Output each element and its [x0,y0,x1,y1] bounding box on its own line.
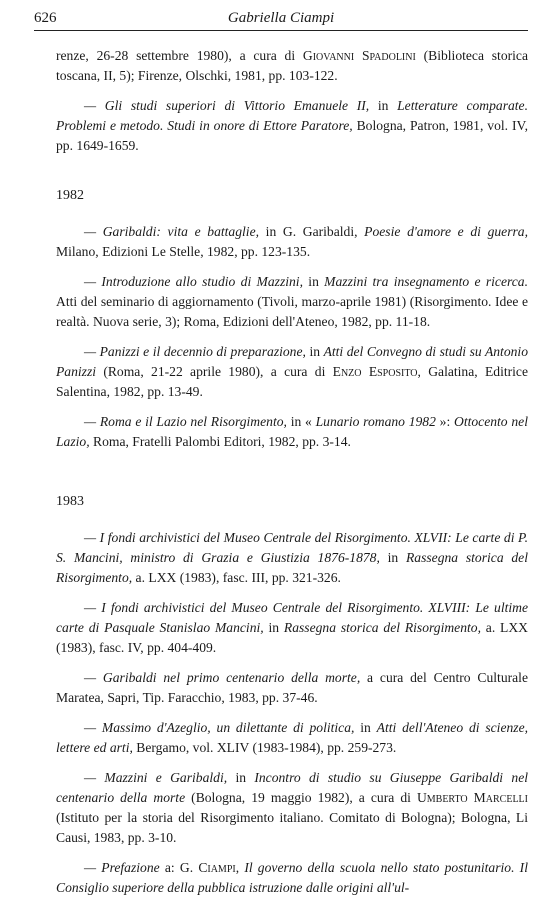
publication-title: Incontro di studio su Giuseppe Garibaldi nel centenario della morte [56,770,529,805]
entry-paragraph: — Garibaldi: vita e battaglie, in G. Garibaldi, Poesie d'amore e di guerra, Milano, Edizioni Le Stelle, 1982, pp. 123-135. [56,224,528,259]
entry-title: — Garibaldi nel primo centenario della morte, [84,670,361,685]
entry-paragraph: — I fondi archivistici del Museo Centrale del Risorgimento. XLVII: Le carte di P. S. Mancini, ministro di Grazia e Giustizia 1876-1878, in Rassegna storica del Risorgimento, a. LXX (1983), fasc. III, pp. 321-326. [56,530,528,585]
entry-paragraph: — Massimo d'Azeglio, un dilettante di politica, in Atti dell'Ateneo di scienze, lettere ed arti, Bergamo, vol. XLIV (1983-1984), pp. 259-273. [56,720,528,755]
editor-name: Umberto Marcelli [416,790,528,805]
entry-title: — Gli studi superiori di Vittorio Emanuele II, [84,98,370,113]
entry-paragraph: — I fondi archivistici del Museo Centrale del Risorgimento. XLVIII: Le ultime carte di Pasquale Stanislao Mancini, in Rassegna storica del Risorgimento, a. LXX (1983), fasc. IV, pp. 404-409. [56,600,528,655]
entry-title: — Prefazione [84,860,160,875]
entry-paragraph: — Garibaldi nel primo centenario della morte, a cura del Centro Culturale Maratea, Sapri, Tip. Faracchio, 1983, pp. 37-46. [56,670,528,705]
entry-title: — Massimo d'Azeglio, un dilettante di politica, [84,720,355,735]
entry-title: — Mazzini e Garibaldi, [84,770,228,785]
entry-paragraph: — Introduzione allo studio di Mazzini, in Mazzini tra insegnamento e ricerca. Atti del seminario di aggiornamento (Tivoli, marzo-aprile 1981) (Risorgimento. Idee e realtà. Nuova serie, 3); Roma, Edizioni dell'Ateneo, 1982, pp. 11-18. [56,274,528,329]
entry-title: — I fondi archivistici del Museo Centrale del Risorgimento. XLVIII: Le ultime carte di Pasquale Stanislao Mancini, [56,600,528,635]
publication-title: Il governo della scuola nello stato postunitario. Il Consiglio superiore della pubblica istruzione dalle origini all'ul- [56,860,528,895]
year-heading: 1982 [56,188,84,203]
year-heading: 1983 [56,494,84,509]
publication-title: Atti dell'Ateneo di scienze, lettere ed arti, [56,720,528,755]
running-header [34,8,528,31]
publication-title: Letterature comparate. Problemi e metodo. Studi in onore di Ettore Paratore, [56,98,528,133]
entry-title: — Introduzione allo studio di Mazzini, [84,274,303,289]
publication-title: Mazzini tra insegnamento e ricerca. [324,274,528,289]
entry-title: — Garibaldi: vita e battaglie, [84,224,260,239]
running-title: Gabriella Ciampi [227,10,335,26]
author-name: Ciampi [198,860,236,875]
publication-title: Rassegna storica del Risorgimento, [283,620,481,635]
editor-name: Enzo Esposito [332,364,418,379]
entry-paragraph: — Panizzi e il decennio di preparazione, in Atti del Convegno di studi su Antonio Panizzi (Roma, 21-22 aprile 1980), a cura di Enzo Esposito, Galatina, Editrice Salentina, 1982, pp. 13-49. [56,344,529,399]
bibliography-body [56,46,528,908]
publication-title: Atti del Convegno di studi su Antonio Panizzi [56,344,529,379]
entry-paragraph: — Prefazione a: G. Ciampi, Il governo della scuola nello stato postunitario. Il Consiglio superiore della pubblica istruzione dalle origini all'ul- [56,860,528,895]
publication-title: Poesie d'amore e di guerra, [364,224,528,239]
page-number: 626 [34,10,57,26]
entry-title: — I fondi archivistici del Museo Centrale del Risorgimento. XLVII: Le carte di P. S. Mancini, ministro di Grazia e Giustizia 1876-1878, [56,530,528,565]
publication-title: Ottocento nel Lazio, [56,414,528,449]
publication-title: Lunario romano 1982 [315,414,436,429]
editor-name: Giovanni Spadolini [302,48,416,63]
entry-title: — Roma e il Lazio nel Risorgimento, [84,414,287,429]
entry-paragraph: — Roma e il Lazio nel Risorgimento, in « Lunario romano 1982 »: Ottocento nel Lazio, Roma, Fratelli Palombi Editori, 1982, pp. 3-14. [56,414,528,449]
entry-paragraph: — Mazzini e Garibaldi, in Incontro di studio su Giuseppe Garibaldi nel centenario della morte (Bologna, 19 maggio 1982), a cura di Umberto Marcelli (Istituto per la storia del Risorgimento italiano. Comitato di Bologna); Bologna, Li Causi, 1983, pp. 3-10. [56,770,529,845]
entry-title: — Panizzi e il decennio di preparazione, [84,344,306,359]
entry-paragraph: — Gli studi superiori di Vittorio Emanuele II, in Letterature comparate. Problemi e metodo. Studi in onore di Ettore Paratore, Bologna, Patron, 1981, vol. IV, pp. 1649-1659. [56,98,528,153]
entry-paragraph: renze, 26-28 settembre 1980), a cura di Giovanni Spadolini (Biblioteca storica toscana, II, 5); Firenze, Olschki, 1981, pp. 103-122. [56,48,528,83]
publication-title: Rassegna storica del Risorgimento, [56,550,528,585]
